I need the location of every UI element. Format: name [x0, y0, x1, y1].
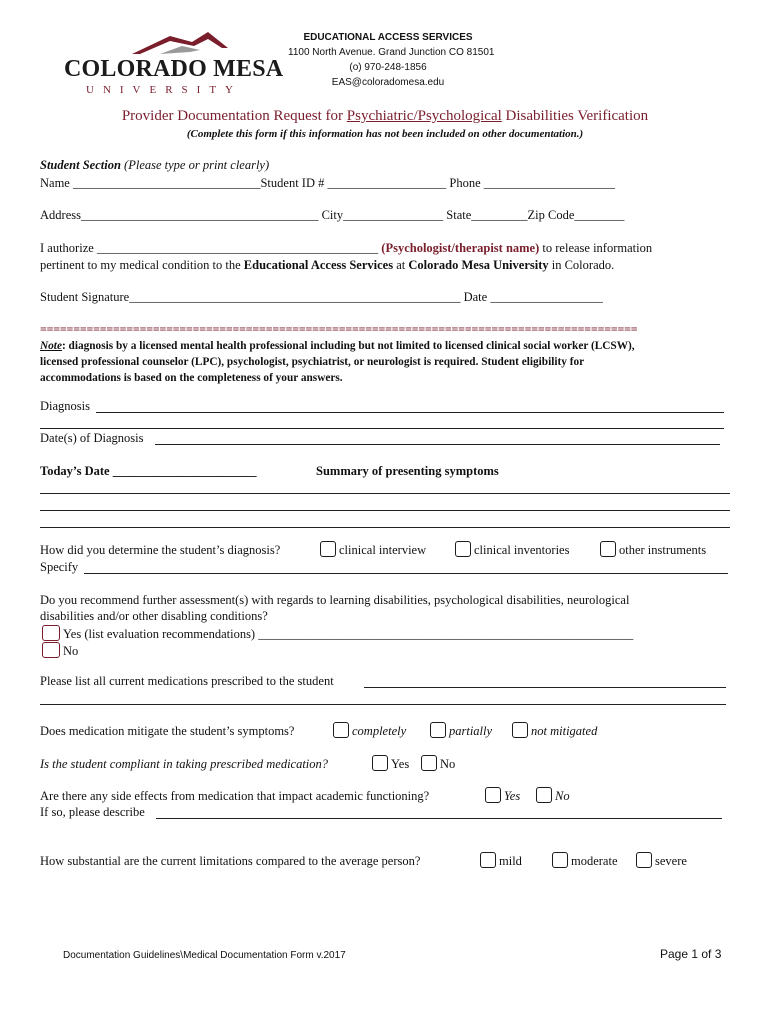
specify-line[interactable] — [84, 573, 728, 574]
checkbox[interactable] — [421, 755, 437, 771]
student-phone-field[interactable]: Phone _____________________ — [446, 176, 615, 190]
option-not-mitigated[interactable]: not mitigated — [512, 722, 597, 739]
student-zip-field[interactable]: Zip Code________ — [527, 208, 625, 222]
checkbox[interactable] — [512, 722, 528, 738]
option-severe[interactable]: severe — [636, 852, 687, 869]
checkbox[interactable] — [485, 787, 501, 803]
recommend-yes-option[interactable]: Yes (list evaluation recommendations) ____________________________________________________________ — [42, 625, 633, 642]
medications-line-1[interactable] — [364, 687, 726, 688]
option-moderate[interactable]: moderate — [552, 852, 618, 869]
checkbox[interactable] — [430, 722, 446, 738]
student-name-row — [40, 176, 615, 191]
checkbox[interactable] — [480, 852, 496, 868]
side-effects-label: Are there any side effects from medication that impact academic functioning? — [40, 789, 430, 803]
medications-label: Please list all current medications prescribed to the student — [40, 674, 334, 688]
checkbox[interactable] — [333, 722, 349, 738]
checkbox[interactable] — [600, 541, 616, 557]
student-signature-field[interactable]: Student Signature_____________________________________________________ — [40, 290, 461, 304]
authorize-row: I authorize _____________________________________________ (Psychologist/therapist name) to release information — [40, 241, 653, 255]
office-name: EDUCATIONAL ACCESS SERVICES — [303, 32, 473, 43]
dates-of-diagnosis-label: Date(s) of Diagnosis — [40, 431, 144, 445]
office-address: 1100 North Avenue. Grand Junction CO 81501 — [288, 47, 495, 58]
summary-line-1[interactable] — [40, 493, 730, 494]
describe-label: If so, please describe — [40, 805, 145, 819]
diagnosis-line-2[interactable] — [40, 428, 724, 429]
mountain-logo-icon — [130, 30, 230, 56]
checkbox[interactable] — [552, 852, 568, 868]
logo-wordmark: COLORADO MESA — [64, 56, 284, 82]
checkbox[interactable] — [455, 541, 471, 557]
pertinent-row: pertinent to my medical condition to the Educational Access Services at Colorado Mesa University in Colorado. — [40, 258, 615, 272]
checkbox[interactable] — [42, 642, 60, 658]
summary-label: Summary of presenting symptoms — [316, 464, 499, 478]
form-subtitle: (Complete this form if this information has not been included on other documentation.) — [186, 128, 584, 140]
provider-name-field[interactable]: I authorize _____________________________________________ — [40, 241, 382, 255]
determine-label: How did you determine the student’s diagnosis? — [40, 543, 281, 557]
todays-date-field[interactable]: Today’s Date _______________________ — [40, 464, 257, 478]
compliant-label: Is the student compliant in taking prescribed medication? — [40, 757, 329, 771]
diagnosis-line-1[interactable] — [96, 412, 724, 413]
specify-label: Specify — [40, 560, 79, 574]
signature-date-field[interactable]: Date __________________ — [460, 290, 603, 304]
office-block — [288, 30, 495, 90]
checkbox[interactable] — [372, 755, 388, 771]
checkbox[interactable] — [42, 625, 60, 641]
mitigate-label: Does medication mitigate the student’s symptoms? — [40, 724, 295, 738]
side-effects-yes-option[interactable]: Yes — [485, 787, 520, 804]
signature-row — [40, 290, 603, 305]
option-other-instruments[interactable]: other instruments — [600, 541, 706, 558]
side-effects-no-option[interactable]: No — [536, 787, 570, 804]
checkbox[interactable] — [536, 787, 552, 803]
office-email: EAS@coloradomesa.edu — [331, 77, 445, 88]
option-partially[interactable]: partially — [430, 722, 492, 739]
note-block: Note: diagnosis by a licensed mental health professional including but not limited to licensed clinical social worker (LCSW), licensed professional counselor (LPC), psychologist, psychiatrist, or neurologist is required. Student eligibility for accommodations is based on the completeness of your answers. — [40, 340, 635, 384]
student-city-field[interactable]: City________________ — [318, 208, 444, 222]
student-id-field[interactable]: Student ID # ___________________ — [260, 176, 447, 190]
medications-line-2[interactable] — [40, 704, 726, 705]
diagnosis-label: Diagnosis — [40, 399, 90, 413]
form-title: Provider Documentation Request for Psychiatric/Psychological Disabilities Verification — [121, 108, 649, 124]
describe-line[interactable] — [156, 818, 722, 819]
summary-line-3[interactable] — [40, 527, 730, 528]
section-separator: ========================================================================================== — [40, 322, 638, 336]
substantial-label: How substantial are the current limitations compared to the average person? — [40, 854, 421, 868]
student-state-field[interactable]: State_________ — [443, 208, 528, 222]
checkbox[interactable] — [636, 852, 652, 868]
logo-subtitle: UNIVERSITY — [86, 84, 242, 96]
footer-doc-path: Documentation Guidelines\Medical Documentation Form v.2017 — [63, 950, 346, 961]
student-section-heading: Student Section (Please type or print clearly) — [40, 158, 270, 172]
option-completely[interactable]: completely — [333, 722, 406, 739]
compliant-no-option[interactable]: No — [421, 755, 455, 772]
dates-of-diagnosis-line[interactable] — [155, 444, 720, 445]
compliant-yes-option[interactable]: Yes — [372, 755, 409, 772]
option-clinical-inventories[interactable]: clinical inventories — [455, 541, 569, 558]
option-clinical-interview[interactable]: clinical interview — [320, 541, 426, 558]
student-address-field[interactable]: Address______________________________________ — [40, 208, 319, 222]
recommend-no-option[interactable]: No — [42, 642, 78, 659]
student-name-field[interactable]: Name ______________________________ — [40, 176, 261, 190]
page-number: Page 1 of 3 — [660, 947, 722, 961]
option-mild[interactable]: mild — [480, 852, 522, 869]
checkbox[interactable] — [320, 541, 336, 557]
summary-line-2[interactable] — [40, 510, 730, 511]
office-phone: (o) 970-248-1856 — [349, 62, 427, 73]
logo — [62, 30, 284, 100]
recommend-question: Do you recommend further assessment(s) with regards to learning disabilities, psychological disabilities, neurological disabilities and/or other disabling conditions? — [40, 593, 630, 623]
student-address-row — [40, 208, 624, 223]
